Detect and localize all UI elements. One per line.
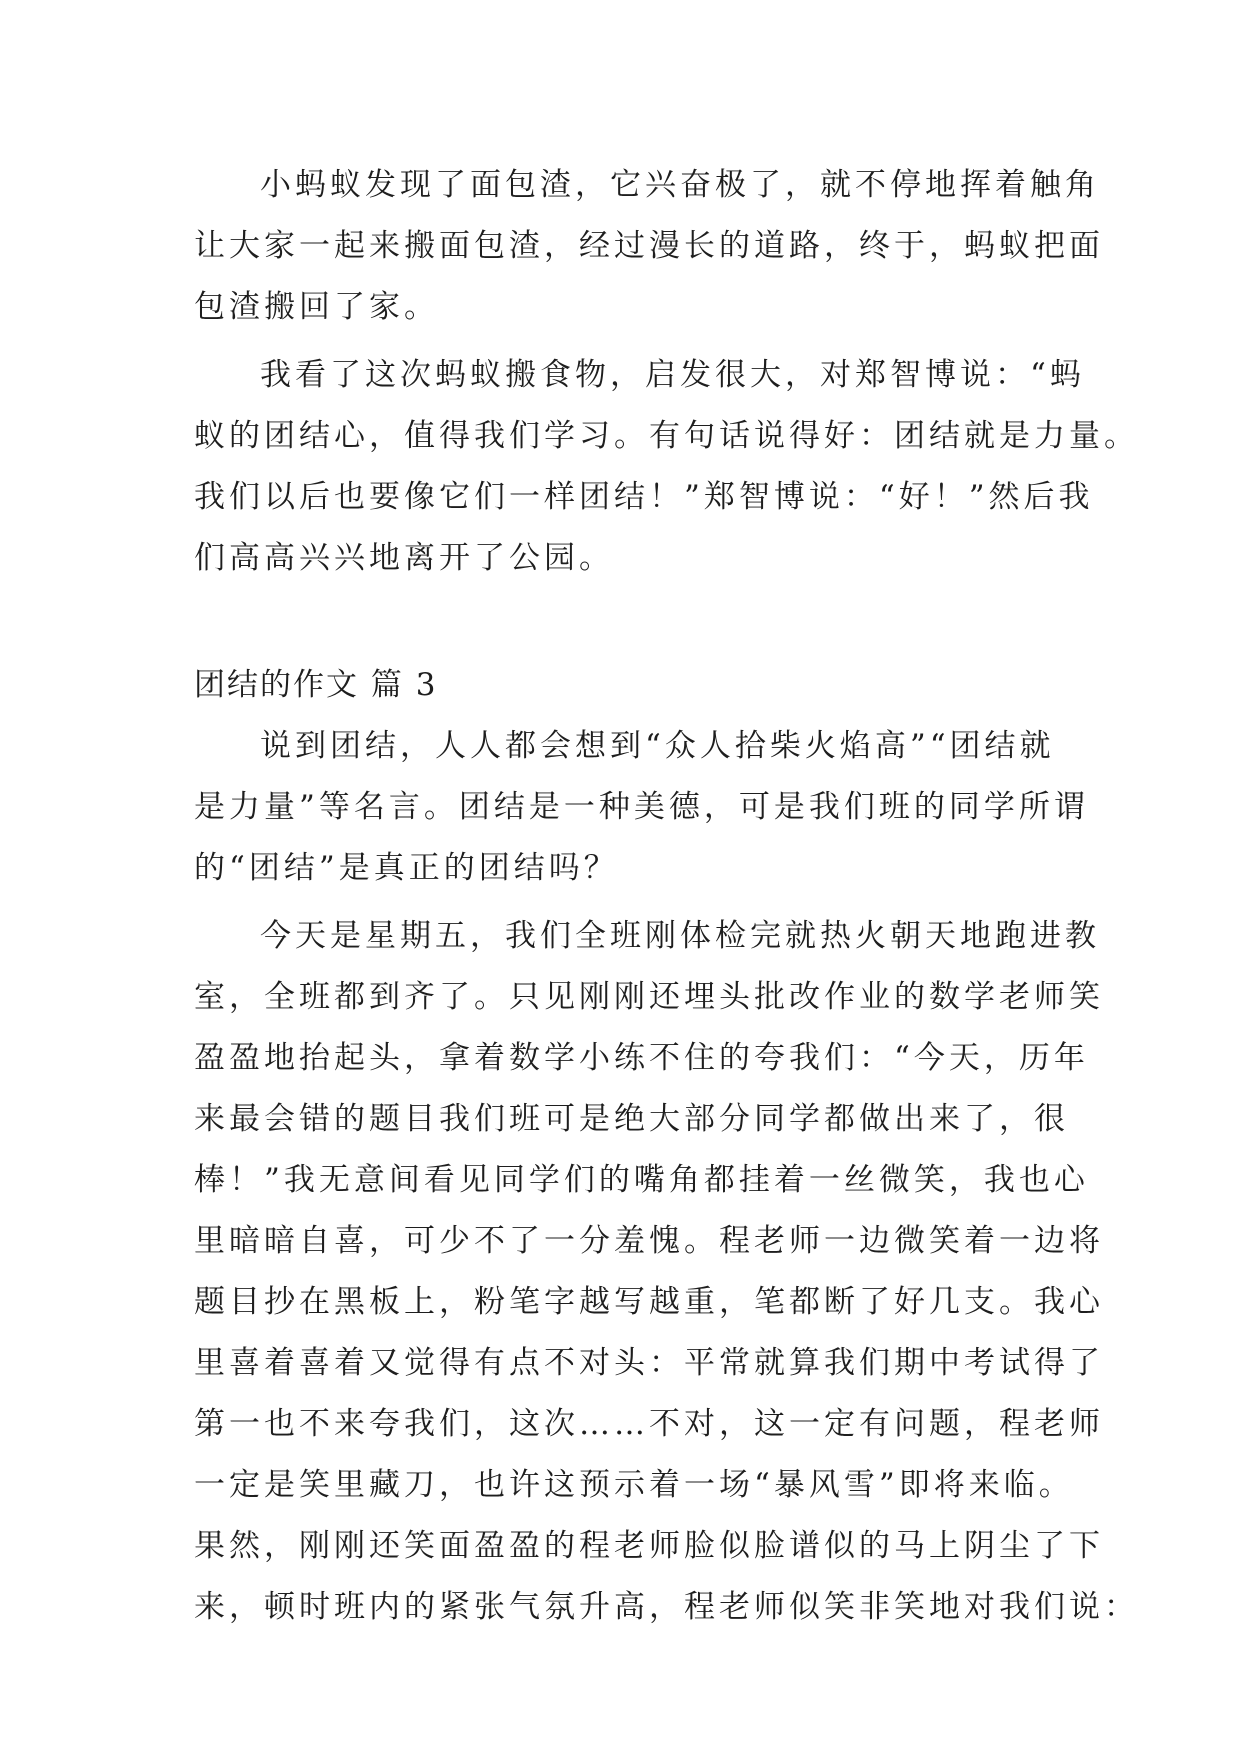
section-gap <box>194 589 1064 655</box>
paragraph <box>194 345 1139 589</box>
text-line: 说到团结，人人都会想到“众人拾柴火焰高”“团结就 <box>260 728 1055 764</box>
text-line: 包渣搬回了家。 <box>194 289 439 325</box>
section-heading: 团结的作文 篇 3 <box>194 667 438 703</box>
document-body <box>194 155 1139 1638</box>
text-line: 棒！”我无意间看见同学们的嘴角都挂着一丝微笑，我也心 <box>194 1162 1089 1198</box>
text-line: 我看了这次蚂蚁搬食物，启发很大，对郑智博说：“蚂 <box>260 357 1085 393</box>
paragraph <box>194 155 1104 338</box>
text-line: 的“团结”是真正的团结吗？ <box>194 850 619 886</box>
text-line: 里喜着喜着又觉得有点不对头：平常就算我们期中考试得了 <box>194 1345 1104 1381</box>
text-line: 题目抄在黑板上，粉笔字越写越重，笔都断了好几支。我心 <box>194 1284 1104 1320</box>
text-line: 们高高兴兴地离开了公园。 <box>194 540 614 576</box>
text-line: 第一也不来夸我们，这次……不对，这一定有问题，程老师 <box>194 1406 1104 1442</box>
paragraph-gap <box>194 338 1064 345</box>
text-line: 我们以后也要像它们一样团结！”郑智博说：“好！”然后我 <box>194 479 1094 515</box>
text-line: 让大家一起来搬面包渣，经过漫长的道路，终于，蚂蚁把面 <box>194 228 1104 264</box>
text-line: 蚁的团结心，值得我们学习。有句话说得好：团结就是力量。 <box>194 418 1139 454</box>
text-line: 室，全班都到齐了。只见刚刚还埋头批改作业的数学老师笑 <box>194 979 1104 1015</box>
text-line: 里暗暗自喜，可少不了一分羞愧。程老师一边微笑着一边将 <box>194 1223 1104 1259</box>
text-line: 盈盈地抬起头，拿着数学小练不住的夸我们：“今天，历年 <box>194 1040 1089 1076</box>
paragraph <box>194 716 1089 899</box>
text-line: 今天是星期五，我们全班刚体检完就热火朝天地跑进教 <box>260 918 1100 954</box>
text-line: 来最会错的题目我们班可是绝大部分同学都做出来了，很 <box>194 1101 1069 1137</box>
text-line: 小蚂蚁发现了面包渣，它兴奋极了，就不停地挥着触角 <box>260 167 1100 203</box>
paragraph-gap <box>194 899 1064 906</box>
text-line: 来，顿时班内的紧张气氛升高，程老师似笑非笑地对我们说： <box>194 1589 1139 1625</box>
text-line: 是力量”等名言。团结是一种美德，可是我们班的同学所谓 <box>194 789 1089 825</box>
text-line: 一定是笑里藏刀，也许这预示着一场“暴风雪”即将来临。 <box>194 1467 1074 1503</box>
paragraph <box>194 906 1139 1638</box>
text-line: 果然，刚刚还笑面盈盈的程老师脸似脸谱似的马上阴尘了下 <box>194 1528 1104 1564</box>
